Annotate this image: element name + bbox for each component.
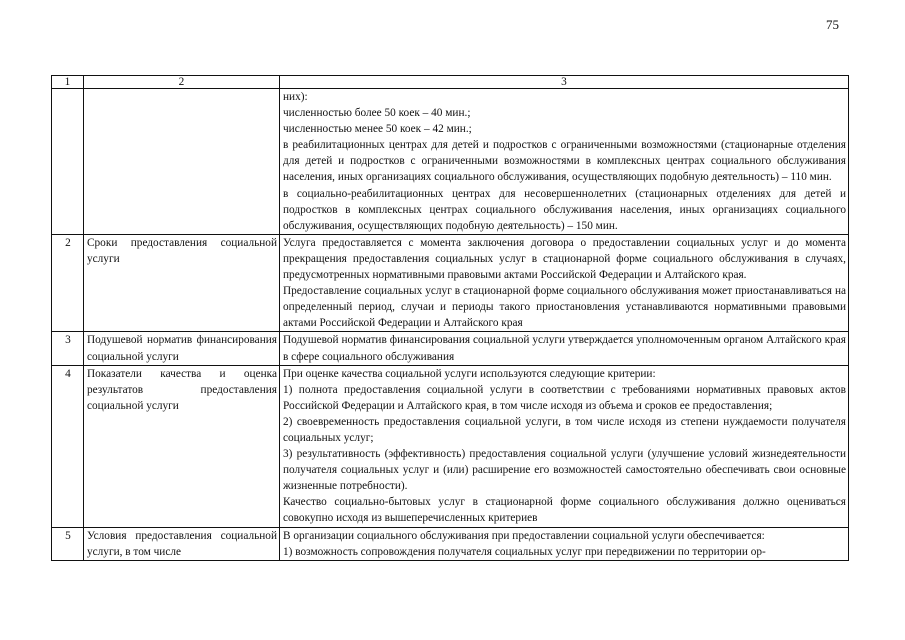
row-number: 3 — [52, 332, 84, 365]
description-paragraph: В организации социального обслуживания при предоставлении социальной услуги обеспечивается: — [283, 529, 765, 542]
row-number: 5 — [52, 527, 84, 560]
description-paragraph: Подушевой норматив финансирования социальной услуги утверждается уполномоченным органом Алтайского края в сфере социального обслуживания — [283, 334, 846, 363]
description-paragraph: Предоставление социальных услуг в стационарной форме социального обслуживания может приостанавливаться на определенный период, случаи и периоды такого приостановления устанавливаются нормативными правовыми актами Российской Федерации и Алтайского края — [283, 285, 846, 330]
row-name — [84, 89, 280, 235]
column-number-row — [52, 76, 849, 89]
table-row — [52, 234, 849, 332]
table-row — [52, 365, 849, 527]
table-row — [52, 89, 849, 235]
table-row — [52, 332, 849, 365]
row-number: 2 — [52, 234, 84, 332]
description-paragraph: Услуга предоставляется с момента заключения договора о предоставлении социальных услуг и до момента прекращения предоставления социальных услуг в стационарной форме социального обслуживания в случаях, предусмотренных нормативными правовыми актами Российской Федерации и Алтайского края. — [283, 236, 846, 282]
description-paragraph: Качество социально-бытовых услуг в стационарной форме социального обслуживания должно оцениваться совокупно исходя из вышеперечисленных критериев — [283, 496, 846, 525]
description-paragraph: численностью более 50 коек – 40 мин.; — [283, 107, 471, 120]
column-number-3: 3 — [280, 76, 849, 89]
row-description — [280, 332, 849, 365]
row-description — [280, 365, 849, 527]
row-description — [280, 234, 849, 332]
row-name: Показатели качества и оценка результатов предоставления социальной услуги — [84, 365, 280, 527]
row-number: 4 — [52, 365, 84, 527]
column-number-1: 1 — [52, 76, 84, 89]
description-paragraph: 3) результативность (эффективность) предоставления социальной услуги (улучшение условий жизнедеятельности получателя социальных услуг и (или) расширение его возможностей самостоятельно обеспечивать свои основные жизненные потребности). — [283, 448, 846, 493]
description-paragraph: них): — [283, 91, 308, 103]
page-number: 75 — [826, 17, 839, 32]
description-paragraph: При оценке качества социальной услуги используются следующие критерии: — [283, 367, 656, 380]
table-row — [52, 527, 849, 560]
row-name: Условия предоставления социальной услуги, в том числе — [84, 527, 280, 560]
row-description — [280, 527, 849, 560]
row-number — [52, 89, 84, 235]
description-paragraph: 1) полнота предоставления социальной услуги в соответствии с требованиями нормативных правовых актов Российской Федерации и Алтайского края, в том числе исходя из объема и сроков ее предоставления; — [283, 383, 846, 412]
row-name: Сроки предоставления социальной услуги — [84, 234, 280, 332]
description-paragraph: 2) своевременность предоставления социальной услуги, в том числе исходя из степени нуждаемости получателя социальных услуг; — [283, 415, 846, 444]
description-paragraph: в социально-реабилитационных центрах для несовершеннолетних (стационарных отделениях для детей и подростков в комплексных центрах социального обслуживания населения, иных организациях социального обслуживания, осуществляющих подобную деятельность) – 150 мин. — [283, 187, 846, 232]
row-name: Подушевой норматив финансирования социальной услуги — [84, 332, 280, 365]
description-paragraph: в реабилитационных центрах для детей и подростков с ограниченными возможностями (стационарные отделения для детей и подростков с ограниченными возможностями в комплексных центрах социального обслуживания населения, иных организациях социального обслуживания, осуществляющих подобную деятельность) – 110 мин. — [283, 139, 846, 184]
description-paragraph: 1) возможность сопровождения получателя социальных услуг при передвижении по территории ор- — [283, 545, 766, 558]
row-description — [280, 89, 849, 235]
column-number-2: 2 — [84, 76, 280, 89]
services-table — [51, 75, 849, 561]
description-paragraph: численностью менее 50 коек – 42 мин.; — [283, 123, 472, 136]
